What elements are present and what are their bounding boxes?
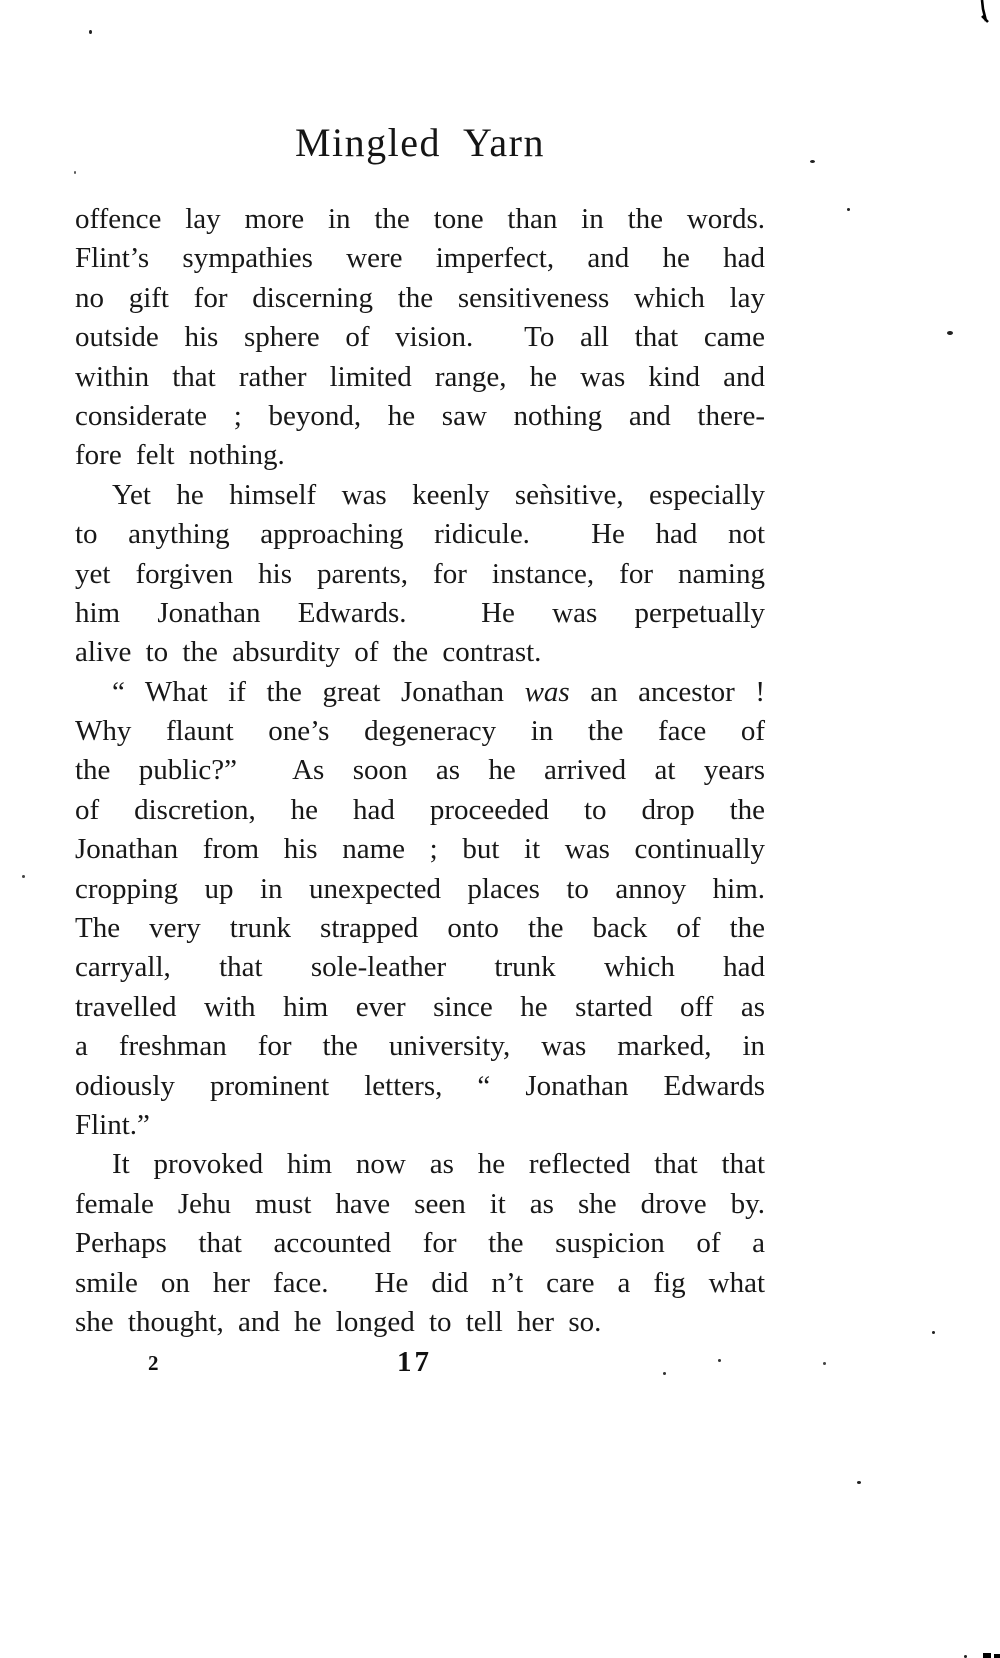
ink-speck [89,30,92,34]
text-line: travelled with him ever since he started off as [75,990,765,1023]
text-line: female Jehu must have seen it as she drove by. [75,1187,765,1220]
text-line: the public?” As soon as he arrived at years [75,754,765,787]
text-line: him Jonathan Edwards. He was perpetually [75,596,765,629]
ink-speck [74,171,76,174]
page-number: 17 [397,1346,432,1378]
text-line: within that rather limited range, he was kind and [75,360,765,393]
text-line: carryall, that sole-leather trunk which had [75,951,765,984]
text-line: Perhaps that accounted for the suspicion of a [75,1227,765,1260]
text-line: Jonathan from his name ; but it was continually [75,833,765,866]
text-line: outside his sphere of vision. To all that came [75,321,765,354]
text-line: considerate ; beyond, he saw nothing and there- [75,399,765,432]
text-line: she thought, and he longed to tell her so. [75,1305,602,1338]
scan-edge-mark [983,1653,991,1658]
ink-speck [857,1481,861,1484]
text-line: of discretion, he had proceeded to drop the [75,793,765,826]
text-line: odiously prominent letters, “ Jonathan Edwards [75,1069,765,1102]
quote-pre: “ What if the great Jonathan [112,675,525,708]
scan-edge-mark [994,1654,1000,1658]
italic-word: was [524,675,570,708]
ink-speck [947,331,953,335]
ink-speck [847,208,850,211]
ink-speck [663,1372,666,1375]
ink-speck [22,875,25,878]
text-line: cropping up in unexpected places to annoy him. [75,872,765,905]
text-line: smile on her face. He did n’t care a fig what [75,1266,765,1299]
text-line: yet forgiven his parents, for instance, for naming [75,557,765,590]
text-line: a freshman for the university, was marked, in [75,1030,765,1063]
body-text [75,200,765,1342]
text-line: It provoked him now as he reflected that that [112,1148,765,1181]
text-line: offence lay more in the tone than in the words. [75,203,765,235]
ink-speck [810,160,815,163]
text-line: fore felt nothing. [75,439,285,472]
text-line: Flint.” [75,1108,150,1141]
ink-speck [718,1359,721,1362]
ink-speck [932,1331,935,1334]
text-line: Why flaunt one’s degeneracy in the face of [75,715,765,748]
signature-mark: 2 [148,1351,159,1375]
ink-speck [823,1362,826,1365]
text-line: Flint’s sympathies were imperfect, and he had [75,242,765,275]
text-line: Yet he himself was keenly seǹsitive, especially [112,478,765,511]
text-line: no gift for discerning the sensitiveness which lay [75,281,765,314]
quote-post: an ancestor ! [569,675,765,708]
text-line-quote [75,673,765,712]
text-line: alive to the absurdity of the contrast. [75,636,542,669]
text-line: The very trunk strapped onto the back of the [75,912,765,945]
page-title: Mingled Yarn [294,120,546,165]
scan-edge-mark [975,0,993,28]
text-line: to anything approaching ridicule. He had not [75,518,765,551]
